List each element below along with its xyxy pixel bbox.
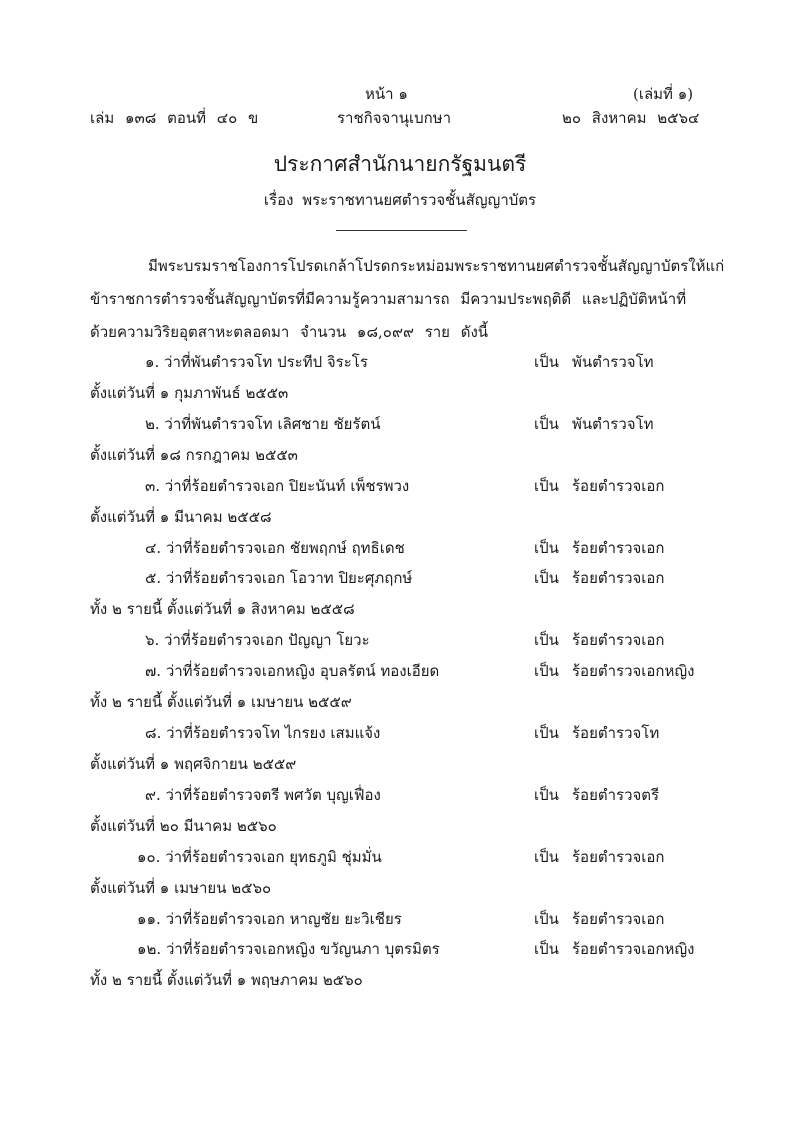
entry-10-pen: เป็น (534, 848, 559, 866)
entry-2-rank: พันตำรวจโท (572, 415, 654, 433)
entry-5-name: ๕. ว่าที่ร้อยตำรวจเอก โอวาท ปิยะศุภฤกษ์ (145, 569, 413, 587)
entry-5-pen: เป็น (534, 569, 559, 587)
entry-1-name: ๑. ว่าที่พันตำรวจโท ประทีป จิระโร (145, 353, 368, 371)
entry-12-name: ๑๒. ว่าที่ร้อยตำรวจเอกหญิง ขวัญนภา บุตรมิตร (137, 940, 440, 958)
intro-line-3: ด้วยความวิริยอุตสาหะตลอดมา จำนวน ๑๘,๐๙๙ ราย ดังนี้ (90, 323, 489, 341)
entry-3-rank: ร้อยตำรวจเอก (572, 477, 665, 495)
entry-9-effective: ตั้งแต่วันที่ ๒๐ มีนาคม ๒๕๖๐ (90, 817, 277, 835)
entry-7-name: ๗. ว่าที่ร้อยตำรวจเอกหญิง อุบลรัตน์ ทองเอียด (145, 662, 440, 680)
entry-6-rank: ร้อยตำรวจเอก (572, 631, 665, 649)
entry-4-5-effective: ทั้ง ๒ รายนี้ ตั้งแต่วันที่ ๑ สิงหาคม ๒๕๕๘ (90, 600, 355, 618)
entry-7-rank: ร้อยตำรวจเอกหญิง (572, 662, 695, 680)
entry-1-pen: เป็น (534, 353, 559, 371)
gazette-name: ราชกิจจานุเบกษา (337, 109, 452, 127)
entry-8-rank: ร้อยตำรวจโท (572, 724, 660, 742)
entry-10-rank: ร้อยตำรวจเอก (572, 848, 665, 866)
entry-5-rank: ร้อยตำรวจเอก (572, 569, 665, 587)
entry-2-pen: เป็น (534, 415, 559, 433)
entry-6-name: ๖. ว่าที่ร้อยตำรวจเอก ปัญญา โยวะ (145, 631, 370, 649)
entry-12-pen: เป็น (534, 940, 559, 958)
entry-3-name: ๓. ว่าที่ร้อยตำรวจเอก ปิยะนันท์ เพ็ชรพวง (145, 477, 410, 495)
entry-11-rank: ร้อยตำรวจเอก (572, 910, 665, 928)
entry-1-rank: พันตำรวจโท (572, 353, 654, 371)
intro-line-1: มีพระบรมราชโองการโปรดเกล้าโปรดกระหม่อมพระราชทานยศตำรวจชั้นสัญญาบัตรให้แก่ (148, 257, 725, 275)
entry-6-pen: เป็น (534, 631, 559, 649)
entry-2-effective: ตั้งแต่วันที่ ๑๘ กรกฎาคม ๒๕๕๓ (90, 446, 298, 464)
entry-8-name: ๘. ว่าที่ร้อยตำรวจโท ไกรยง เสมแจ้ง (145, 724, 381, 742)
entry-4-pen: เป็น (534, 539, 559, 557)
title-divider (336, 230, 467, 231)
entry-4-rank: ร้อยตำรวจเอก (572, 539, 665, 557)
entry-11-12-effective: ทั้ง ๒ รายนี้ ตั้งแต่วันที่ ๑ พฤษภาคม ๒๕๖๐ (90, 971, 363, 989)
intro-paragraph (90, 250, 725, 349)
page-title: ประกาศสำนักนายกรัฐมนตรี (273, 152, 527, 176)
entry-11-name: ๑๑. ว่าที่ร้อยตำรวจเอก หาญชัย ยะวิเชียร (137, 910, 402, 928)
entry-1-effective: ตั้งแต่วันที่ ๑ กุมภาพันธ์ ๒๕๕๓ (90, 384, 289, 402)
entry-10-name: ๑๐. ว่าที่ร้อยตำรวจเอก ยุทธภูมิ ชุ่มมั่น (137, 848, 382, 866)
entry-8-effective: ตั้งแต่วันที่ ๑ พฤศจิกายน ๒๕๕๙ (90, 755, 297, 773)
entry-6-7-effective: ทั้ง ๒ รายนี้ ตั้งแต่วันที่ ๑ เมษายน ๒๕๕๙ (90, 693, 352, 711)
entry-9-name: ๙. ว่าที่ร้อยตำรวจตรี พศวัต บุญเฟื่อง (145, 786, 381, 804)
entry-9-pen: เป็น (534, 786, 559, 804)
subject-line: เรื่อง พระราชทานยศตำรวจชั้นสัญญาบัตร (263, 191, 537, 209)
intro-line-2: ข้าราชการตำรวจชั้นสัญญาบัตรที่มีความรู้ความสามารถ มีความประพฤติดี และปฏิบัติหน้าที่ (90, 290, 687, 308)
entry-9-rank: ร้อยตำรวจตรี (572, 786, 660, 804)
page-number: หน้า ๑ (365, 85, 408, 103)
entry-12-rank: ร้อยตำรวจเอกหญิง (572, 940, 695, 958)
book-issue: เล่ม ๑๓๘ ตอนที่ ๔๐ ข (90, 109, 259, 127)
entry-2-name: ๒. ว่าที่พันตำรวจโท เลิศชาย ชัยรัตน์ (145, 415, 381, 433)
entry-10-effective: ตั้งแต่วันที่ ๑ เมษายน ๒๕๖๐ (90, 879, 272, 897)
publication-date: ๒๐ สิงหาคม ๒๕๖๔ (562, 109, 700, 127)
entry-7-pen: เป็น (534, 662, 559, 680)
volume-label: (เล่มที่ ๑) (633, 85, 694, 103)
entry-11-pen: เป็น (534, 910, 559, 928)
entry-8-pen: เป็น (534, 724, 559, 742)
entry-3-pen: เป็น (534, 477, 559, 495)
entry-3-effective: ตั้งแต่วันที่ ๑ มีนาคม ๒๕๕๘ (90, 508, 272, 526)
entry-4-name: ๔. ว่าที่ร้อยตำรวจเอก ชัยพฤกษ์ ฤทธิเดช (145, 539, 405, 557)
